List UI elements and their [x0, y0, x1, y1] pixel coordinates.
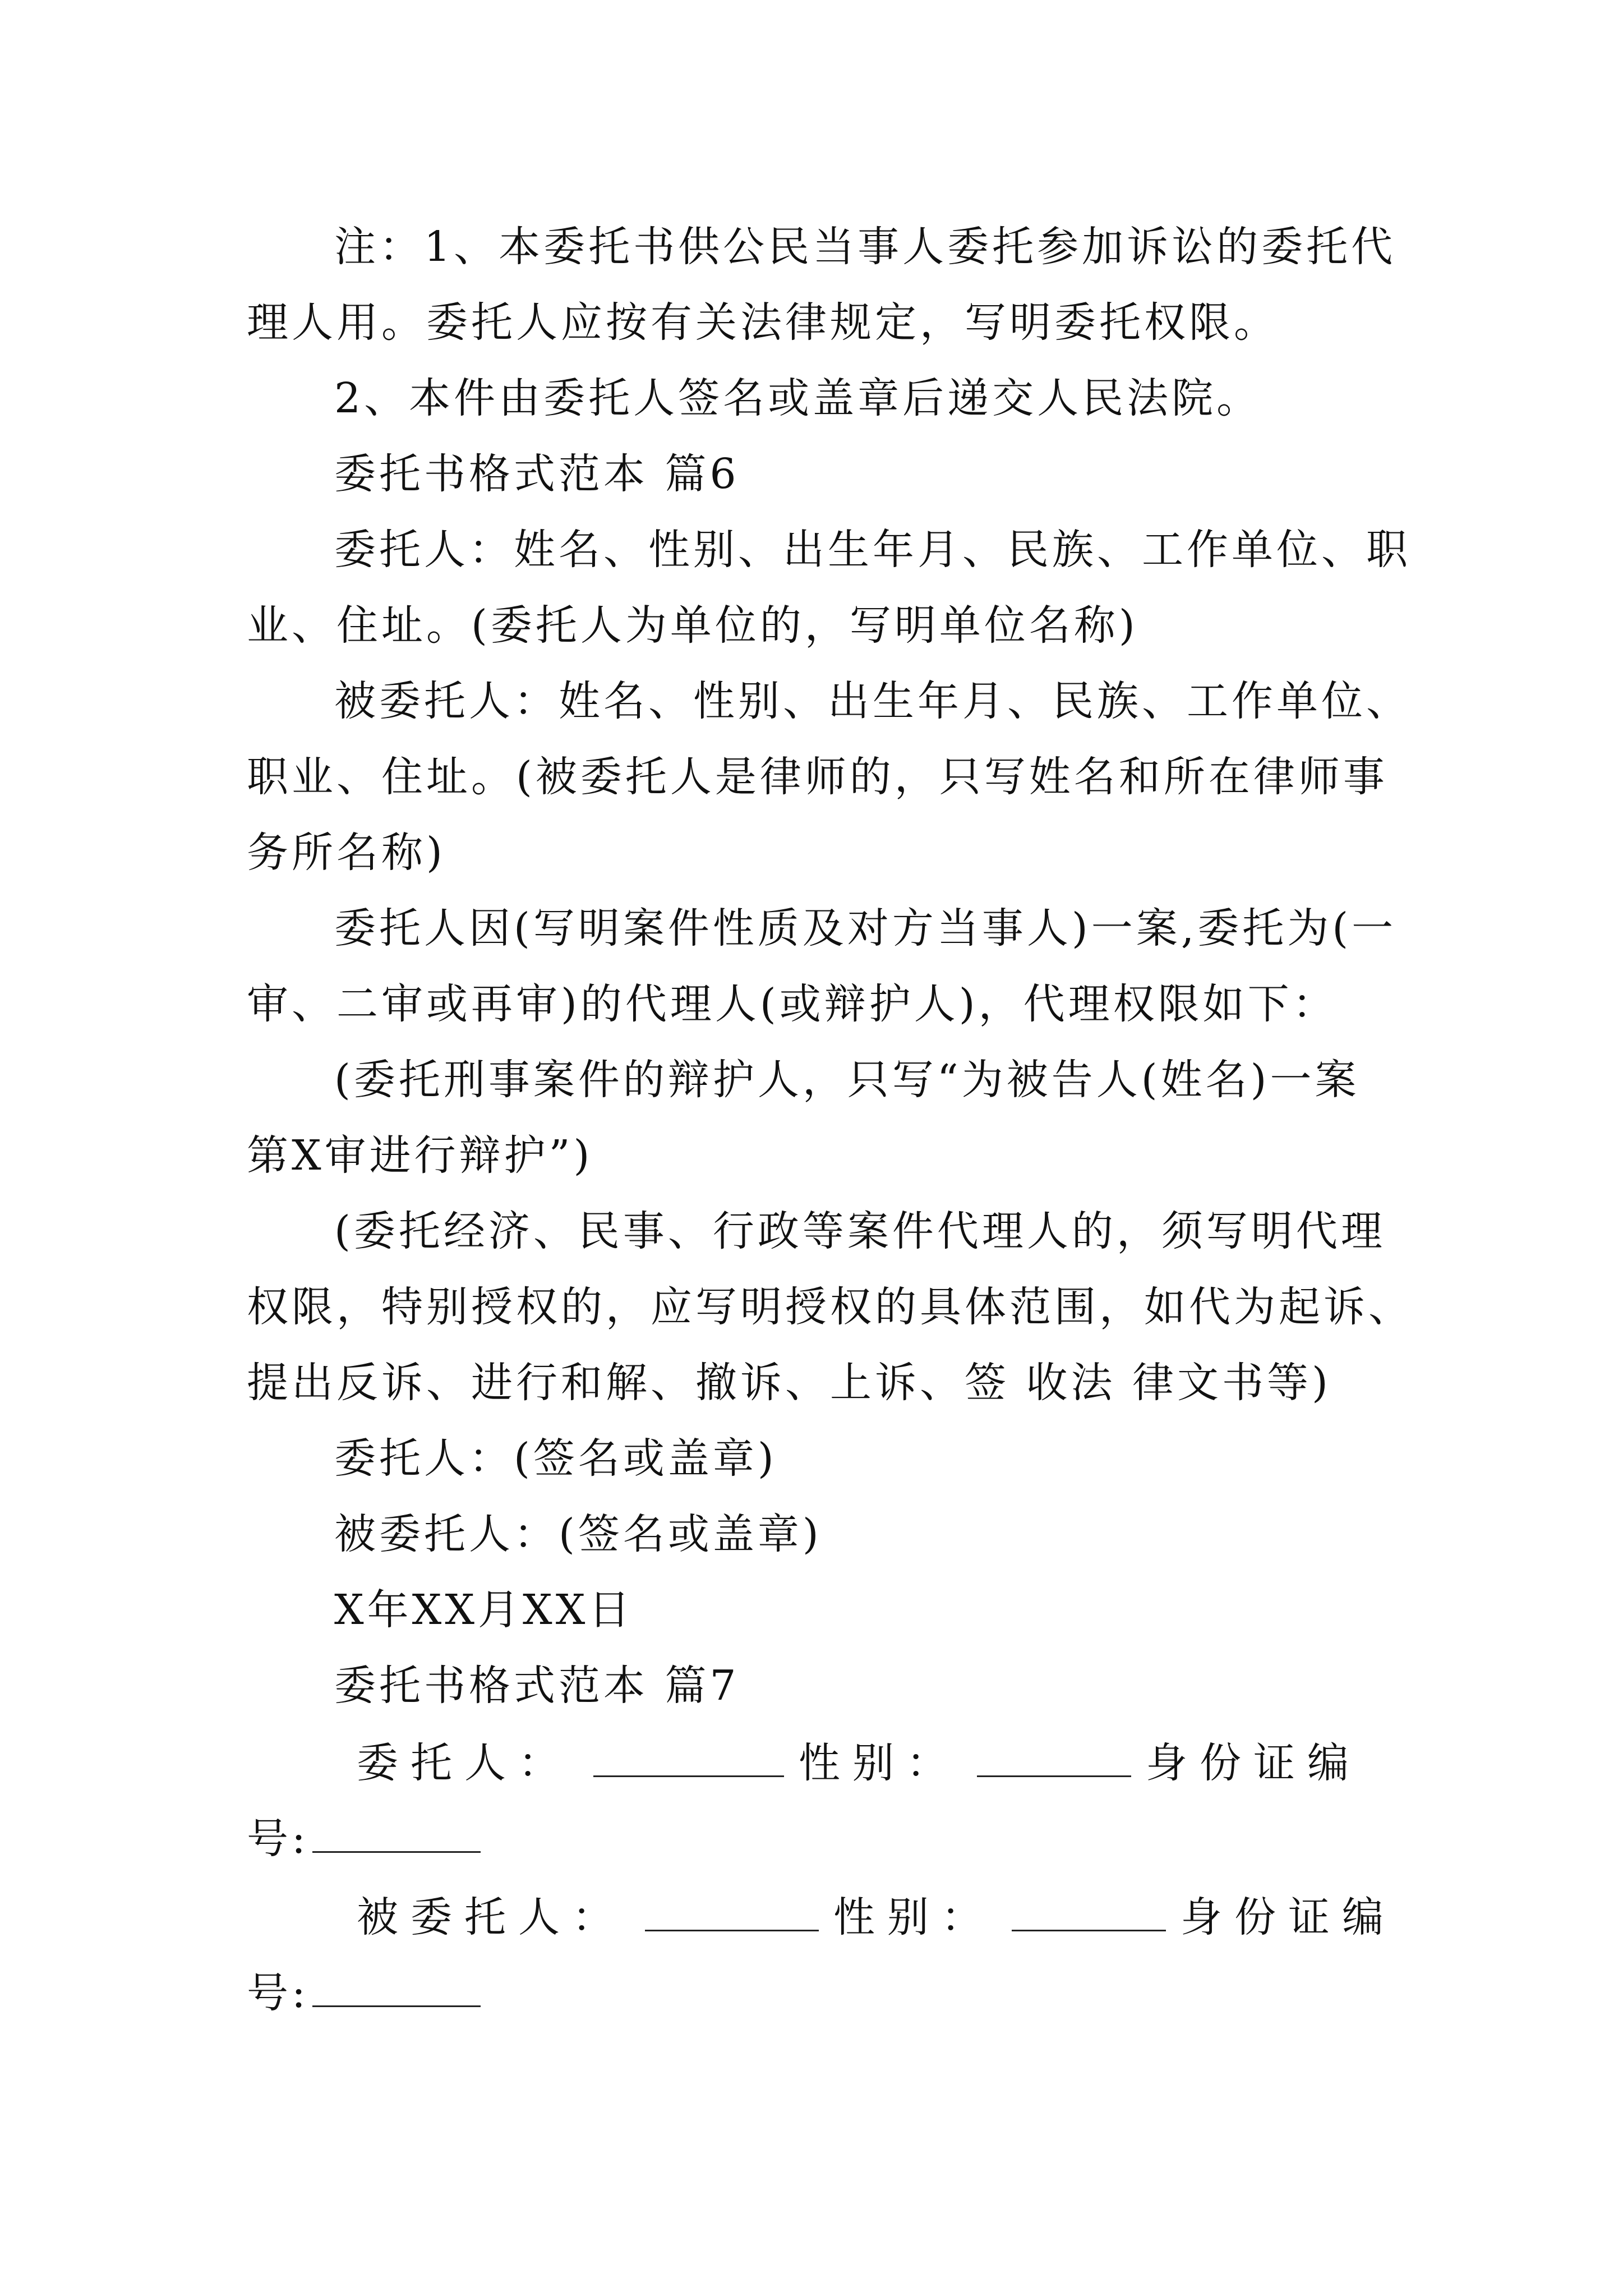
id-label: 身份证编 — [1146, 1739, 1361, 1787]
agent-info-line-1: 被委托人：姓名、性别、出生年月、民族、工作单位、 — [334, 677, 1411, 725]
principal-info-line-1: 委托人：姓名、性别、出生年月、民族、工作单位、职 — [334, 526, 1411, 574]
note-line-3: 2、本件由委托人签名或盖章后递交人民法院。 — [334, 374, 1262, 422]
case-line-2: 审、二审或再审)的代理人(或辩护人)，代理权限如下： — [247, 980, 1338, 1028]
date-line: X年XX月XX日 — [334, 1586, 634, 1634]
agent-id-label: 身份证编 — [1181, 1893, 1396, 1941]
agent-gender-blank[interactable] — [1012, 1890, 1166, 1931]
principal-name-blank[interactable] — [593, 1736, 784, 1777]
principal-info-line-2: 业、住址。(委托人为单位的，写明单位名称) — [247, 601, 1138, 650]
note-line-1: 注：1、本委托书供公民当事人委托参加诉讼的委托代 — [334, 223, 1396, 271]
note-line-2: 理人用。委托人应按有关法律规定，写明委托权限。 — [247, 298, 1279, 347]
gender-label: 性别： — [799, 1739, 960, 1787]
agent-info-line-2: 职业、住址。(被委托人是律师的，只写姓名和所在律师事 — [247, 753, 1388, 801]
form-row-agent — [357, 1890, 1495, 1943]
agent-id-number-blank[interactable] — [312, 1966, 481, 2007]
id-number-blank[interactable] — [312, 1812, 481, 1853]
criminal-note-line-2: 第X审进行辩护”) — [247, 1131, 593, 1180]
agent-name-blank[interactable] — [645, 1890, 819, 1931]
agent-gender-label: 性别： — [833, 1893, 995, 1941]
form-row-principal — [357, 1736, 1495, 1788]
principal-signature: 委托人：(签名或盖章) — [334, 1434, 777, 1483]
civil-note-line-2: 权限，特别授权的，应写明授权的具体范围，如代为起诉、 — [247, 1283, 1413, 1331]
agent-signature: 被委托人：(签名或盖章) — [334, 1510, 822, 1558]
section-heading-7: 委托书格式范本 篇7 — [334, 1662, 740, 1710]
principal-label: 委托人： — [357, 1739, 572, 1787]
agent-id-label-cont: 号: — [247, 1969, 309, 2017]
agent-info-line-3: 务所名称) — [247, 829, 446, 877]
section-heading-6: 委托书格式范本 篇6 — [334, 450, 740, 498]
criminal-note-line-1: (委托刑事案件的辩护人，只写“为被告人(姓名)一案 — [334, 1056, 1360, 1104]
id-label-cont: 号: — [247, 1815, 309, 1863]
case-line-1: 委托人因(写明案件性质及对方当事人)一案,委托为(一 — [334, 904, 1397, 953]
form-row-principal-id — [247, 1812, 1385, 1864]
gender-blank[interactable] — [977, 1736, 1131, 1777]
civil-note-line-1: (委托经济、民事、行政等案件代理人的，须写明代理 — [334, 1207, 1386, 1255]
form-row-agent-id — [247, 1966, 1385, 2018]
civil-note-line-3: 提出反诉、进行和解、撤诉、上诉、签 收法 律文书等) — [247, 1359, 1331, 1407]
agent-label: 被委托人： — [357, 1893, 626, 1941]
